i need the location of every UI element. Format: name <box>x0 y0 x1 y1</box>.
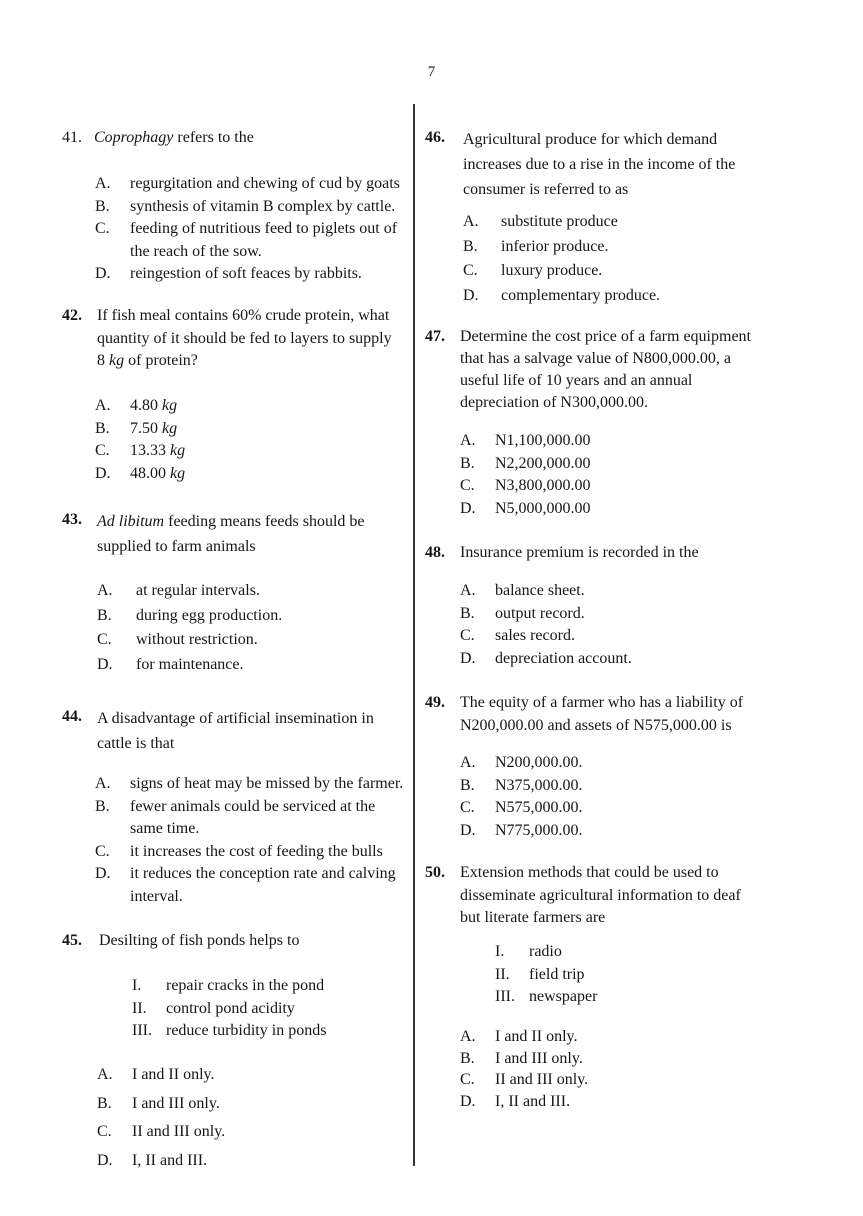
option-d: D. reingestion of soft feaces by rabbits. <box>95 265 362 282</box>
option-b: B. output record. <box>460 604 585 622</box>
option-d: D. I, II and III. <box>460 1092 571 1110</box>
option-c: C. without restriction. <box>97 631 258 648</box>
question-number: 50. <box>425 864 445 881</box>
option-a: A. signs of heat may be missed by the farmer. <box>95 775 404 792</box>
question-text: Ad libitum feeding means feeds should be supplied to farm animals <box>97 513 365 555</box>
italic-unit: kg <box>109 352 125 369</box>
option-c: C. N575,000.00. <box>460 799 583 816</box>
question-text: Insurance premium is recorded in the <box>460 544 699 561</box>
question-number: 47. <box>425 328 445 345</box>
option-b: B. synthesis of vitamin B complex by cattle. <box>95 197 396 215</box>
option-b: B. 7.50 kg <box>95 419 178 437</box>
option-d: D. I, II and III. <box>97 1151 208 1169</box>
option-c: C. it increases the cost of feeding the bulls <box>95 842 383 860</box>
option-c: C. N3,800,000.00 <box>460 477 591 494</box>
option-b: B. inferior produce. <box>463 237 609 255</box>
option-d: D. complementary produce. <box>463 286 661 304</box>
option-c: C. 13.33 kg <box>95 442 186 459</box>
option-a: A. I and II only. <box>97 1066 215 1083</box>
question-text: Coprophagy refers to the <box>94 129 254 146</box>
question-number: 45. <box>62 932 82 949</box>
option-a: A. at regular intervals. <box>97 582 260 599</box>
option-b: B. fewer animals could be serviced at the same time. <box>95 797 376 837</box>
question-text: The equity of a farmer who has a liability of N200,000.00 and assets of N575,000.00 is <box>460 694 744 734</box>
option-b: B. I and III only. <box>460 1049 583 1067</box>
question-number: 41. <box>62 129 82 146</box>
option-d: D. 48.00 kg <box>95 464 186 482</box>
option-c: C. sales record. <box>460 627 575 644</box>
options-list <box>460 752 680 842</box>
question-number: 44. <box>62 708 82 725</box>
roman-items-list <box>132 975 372 1043</box>
italic-term: Coprophagy <box>94 129 174 146</box>
column-divider <box>413 104 415 1166</box>
option-a: A. substitute produce <box>463 213 618 230</box>
question-number: 43. <box>62 511 82 528</box>
options-list <box>95 395 295 485</box>
option-a: A. I and II only. <box>460 1028 578 1045</box>
question-text: Determine the cost price of a farm equipment that has a salvage value of N800,000.00, a useful life of 10 years and an annual depreciation of N300,000.00. <box>460 328 751 411</box>
item-iii: III. reduce turbidity in ponds <box>132 1022 327 1039</box>
option-a: A. balance sheet. <box>460 582 585 599</box>
question-text: Agricultural produce for which demand increases due to a rise in the income of the consumer is referred to as <box>463 131 736 198</box>
options-list <box>460 580 700 670</box>
option-b: B. during egg production. <box>97 606 283 624</box>
page-number: 7 <box>427 64 436 80</box>
question-number: 46. <box>425 129 445 146</box>
option-c: C. feeding of nutritious feed to piglets out of the reach of the sow. <box>95 220 398 260</box>
options-list <box>97 1061 317 1175</box>
item-ii: II. field trip <box>495 965 585 983</box>
option-d: D. for maintenance. <box>97 655 244 673</box>
option-d: D. N5,000,000.00 <box>460 499 591 517</box>
option-b: B. N375,000.00. <box>460 776 583 794</box>
option-c: C. luxury produce. <box>463 262 603 279</box>
question-number: 48. <box>425 544 445 561</box>
options-list <box>460 1026 680 1112</box>
roman-items-list <box>495 941 695 1009</box>
question-text: If fish meal contains 60% crude protein, what quantity of it should be fed to layers to supply 8 kg of protein? <box>97 307 392 369</box>
question-text: Extension methods that could be used to disseminate agricultural information to deaf but literate farmers are <box>460 864 741 926</box>
question-number: 42. <box>62 307 82 324</box>
option-c: C. II and III only. <box>460 1071 589 1088</box>
options-list <box>97 579 377 677</box>
option-a: A. 4.80 kg <box>95 397 178 414</box>
options-list <box>95 773 413 908</box>
option-b: B. N2,200,000.00 <box>460 454 591 472</box>
item-i: I. repair cracks in the pond <box>132 977 325 994</box>
item-i: I. radio <box>495 943 562 960</box>
option-a: A. regurgitation and chewing of cud by goats <box>95 175 400 192</box>
italic-term: Ad libitum <box>97 513 165 530</box>
options-list <box>95 173 413 286</box>
question-text: Desilting of fish ponds helps to <box>99 932 300 949</box>
item-iii: III. newspaper <box>495 988 598 1005</box>
option-d: D. it reduces the conception rate and calving interval. <box>95 865 396 905</box>
option-d: D. depreciation account. <box>460 649 632 667</box>
item-ii: II. control pond acidity <box>132 999 295 1017</box>
option-b: B. I and III only. <box>97 1094 220 1112</box>
question-number: 49. <box>425 694 445 711</box>
option-d: D. N775,000.00. <box>460 821 583 839</box>
option-c: C. II and III only. <box>97 1123 226 1140</box>
question-text: A disadvantage of artificial insemination in cattle is that <box>97 710 374 752</box>
options-list <box>463 210 723 308</box>
option-a: A. N1,100,000.00 <box>460 432 591 449</box>
options-list <box>460 430 680 520</box>
option-a: A. N200,000.00. <box>460 754 583 771</box>
